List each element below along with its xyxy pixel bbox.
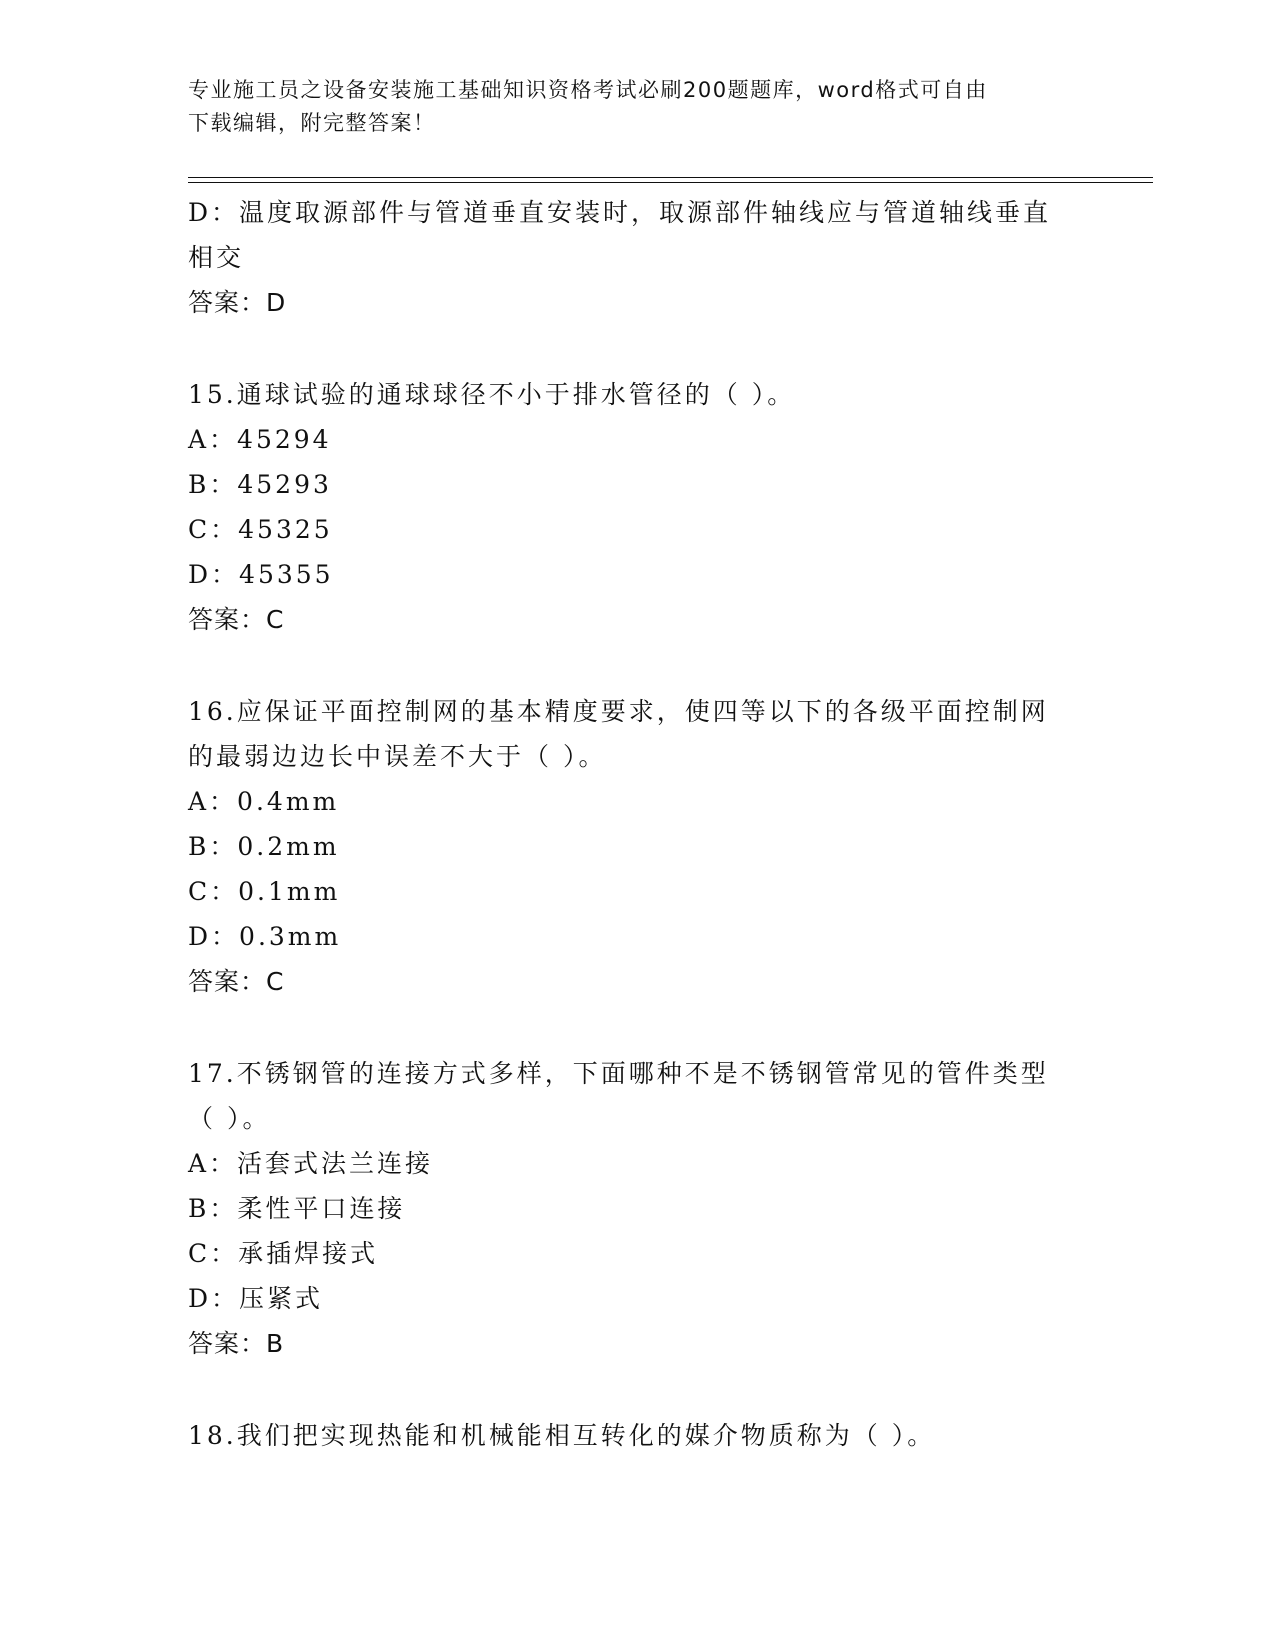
option-d-continued: 相交 [188, 243, 245, 272]
option-d: D：45355 [188, 560, 334, 589]
option-d: D：0.3mm [188, 922, 342, 951]
question-17 [188, 1051, 1088, 1367]
question-18 [188, 1413, 1088, 1458]
option-b: B：0.2mm [188, 832, 340, 861]
option-d: D：温度取源部件与管道垂直安装时，取源部件轴线应与管道轴线垂直 [188, 198, 1052, 227]
header-divider-top [188, 177, 1153, 178]
question-stem: 18.我们把实现热能和机械能相互转化的媒介物质称为（ ）。 [188, 1421, 936, 1450]
option-c: C：45325 [188, 515, 333, 544]
answer: 答案：B [188, 1329, 285, 1358]
header-line-2: 下载编辑，附完整答案！ [188, 111, 436, 135]
option-b: B：柔性平口连接 [188, 1194, 406, 1223]
option-c: C：0.1mm [188, 877, 341, 906]
question-stem: 17.不锈钢管的连接方式多样，下面哪种不是不锈钢管常见的管件类型 [188, 1059, 1049, 1088]
option-c: C：承插焊接式 [188, 1239, 379, 1268]
question-stem-continued: （ ）。 [188, 1104, 271, 1133]
answer: 答案：C [188, 967, 285, 996]
question-stem: 15.通球试验的通球球径不小于排水管径的（ ）。 [188, 380, 796, 409]
question-15 [188, 372, 1088, 643]
answer: 答案：C [188, 605, 285, 634]
question-16 [188, 689, 1088, 1005]
option-a: A：0.4mm [188, 787, 340, 816]
option-b: B：45293 [188, 470, 332, 499]
question-content [188, 190, 1088, 1458]
option-a: A：45294 [188, 425, 332, 454]
question-14-tail [188, 190, 1088, 326]
option-a: A：活套式法兰连接 [188, 1149, 434, 1178]
question-stem-continued: 的最弱边边长中误差不大于（ ）。 [188, 742, 607, 771]
header-divider-bottom [188, 182, 1153, 183]
document-header [188, 74, 1088, 140]
question-stem: 16.应保证平面控制网的基本精度要求，使四等以下的各级平面控制网 [188, 697, 1049, 726]
header-line-1: 专业施工员之设备安装施工基础知识资格考试必刷200题题库，word格式可自由 [188, 78, 988, 102]
option-d: D：压紧式 [188, 1284, 324, 1313]
answer: 答案：D [188, 288, 287, 317]
